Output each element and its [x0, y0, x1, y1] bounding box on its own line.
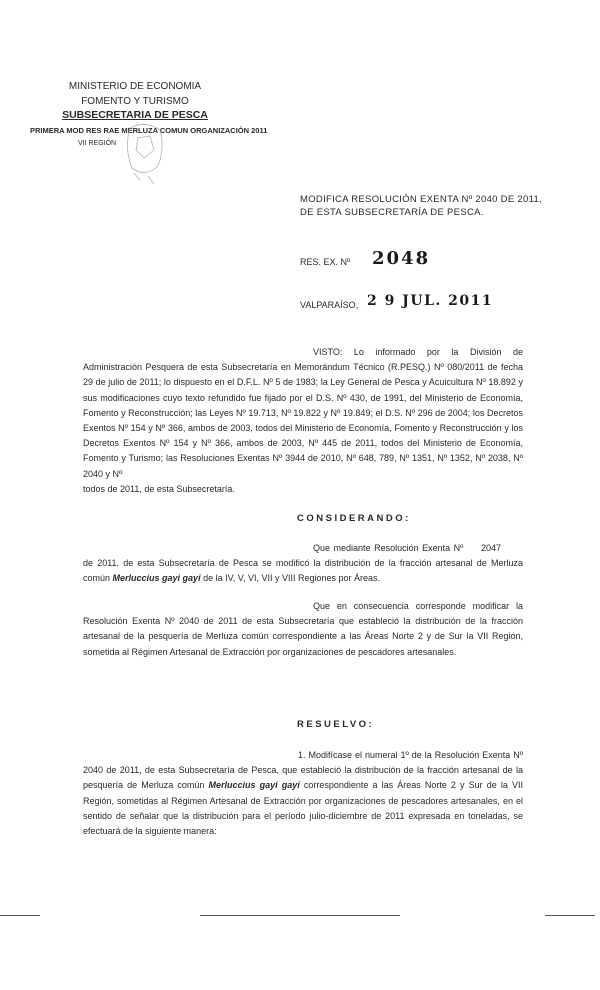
- considerando-1-number: 2047: [480, 543, 501, 553]
- footer-divider-right: [545, 915, 595, 916]
- footer-divider-center: [200, 915, 400, 916]
- subsecretaria-name: SUBSECRETARIA DE PESCA: [62, 109, 208, 121]
- reference-line-2: DE ESTA SUBSECRETARÍA DE PESCA.: [300, 207, 484, 218]
- visto-paragraph: [83, 345, 523, 497]
- document-code: PRIMERA MOD RES RAE MERLUZA COMUN ORGANIZACIÓN 2011: [30, 126, 268, 135]
- reference-subject: [300, 193, 580, 219]
- considerando-heading: CONSIDERANDO:: [297, 513, 411, 524]
- considerando-item-2: [83, 599, 523, 660]
- ministry-subtitle: FOMENTO Y TURISMO: [81, 96, 189, 107]
- considerando-1-text-a: Que mediante Resolución Exenta Nº: [313, 543, 464, 553]
- considerando-1-species: Merluccius gayi gayi: [112, 573, 201, 584]
- ministry-name: MINISTERIO DE ECONOMIA: [68, 81, 202, 92]
- resolution-number: 2048: [372, 248, 431, 269]
- considerando-item-1: [83, 541, 523, 587]
- considerando-1-text-b: de 2011, de esta Subsecretaría de Pesca se modificó la distribución de la fracción artesanal de Merluza común: [83, 558, 523, 584]
- visto-text: VISTO: Lo informado por la División de Administración Pesquera de esta Subsecretaría en Memorándum Técnico (R.PESQ.) Nº 080/2011 de fecha 29 de julio de 2011; lo dispuesto en el D.F.L. Nº 5 de 1983; la Ley General de Pesca y Acuicultura Nº 18.892 y sus modificaciones cuyo texto refundido fue fijado por el D.S. Nº 430, de 1991, del Ministerio de Economía, Fomento y Reconstrucción; las Leyes Nº 19.713, Nº 19.822 y Nº 19.849; el D.S. Nº 296 de 2004; los Decretos Exentos Nº 154 y Nº 366, ambos de 2003, todos del Ministerio de Economía, Fomento y Reconstrucción y los Decretos Exentos Nº 154 y Nº 366, ambos de 2003, Nº 445 de 2011, todos del Ministerio de Economía, Fomento y Turismo; las Resoluciones Exentas Nº 3944 de 2010, Nº 648, 789, Nº 1351, Nº 1352, Nº 2038, Nº 2040 y Nº: [83, 347, 523, 479]
- resolution-date: 2 9 JUL. 2011: [367, 293, 494, 309]
- region-label: VII REGIÓN: [78, 140, 117, 147]
- considerando-1-text-c: de la IV, V, VI, VII y VIII Regiones por Áreas.: [203, 573, 381, 584]
- resuelvo-1-text-b: correspondiente a las Áreas Norte 2 y Sur de la VII Región, sometidas al Régimen Artesanal de Extracción por organizaciones de pescadores artesanales, en el sentido de señalar que la distribución para el período julio-diciembre de 2011 expresada en toneladas, se efectuará de la siguiente manera:: [83, 780, 523, 837]
- resuelvo-heading: RESUELVO:: [297, 719, 375, 730]
- resuelvo-item-1: [83, 748, 523, 839]
- place-label: VALPARAÍSO,: [300, 300, 359, 310]
- footer-divider-left: [0, 915, 40, 916]
- resuelvo-1-species: Merluccius gayi gayi: [208, 780, 300, 791]
- official-stamp-icon: [120, 118, 170, 188]
- visto-text-end: todos de 2011, de esta Subsecretaría.: [83, 483, 235, 494]
- resuelvo-1-text-a: 1. Modifícase el numeral 1º de la Resolución Exenta Nº 2040 de 2011, de esta Subsecretaría de Pesca, que estableció la distribución de la fracción artesanal de la pesquería de Merluza común: [83, 750, 523, 791]
- resolution-number-label: RES. EX. Nº: [300, 257, 351, 267]
- considerando-2-text: Que en consecuencia corresponde modificar la Resolución Exenta Nº 2040 de 2011 de esta Subsecretaría que estableció la distribución de la fracción artesanal de la pesquería de Merluza común correspondiente a las Áreas Norte 2 y de Sur la VII Región, sometida al Régimen Artesanal de Extracción por organizaciones de pescadores artesanales.: [83, 601, 523, 657]
- reference-line-1: MODIFICA RESOLUCIÓN EXENTA Nº 2040 DE 2011,: [300, 194, 542, 205]
